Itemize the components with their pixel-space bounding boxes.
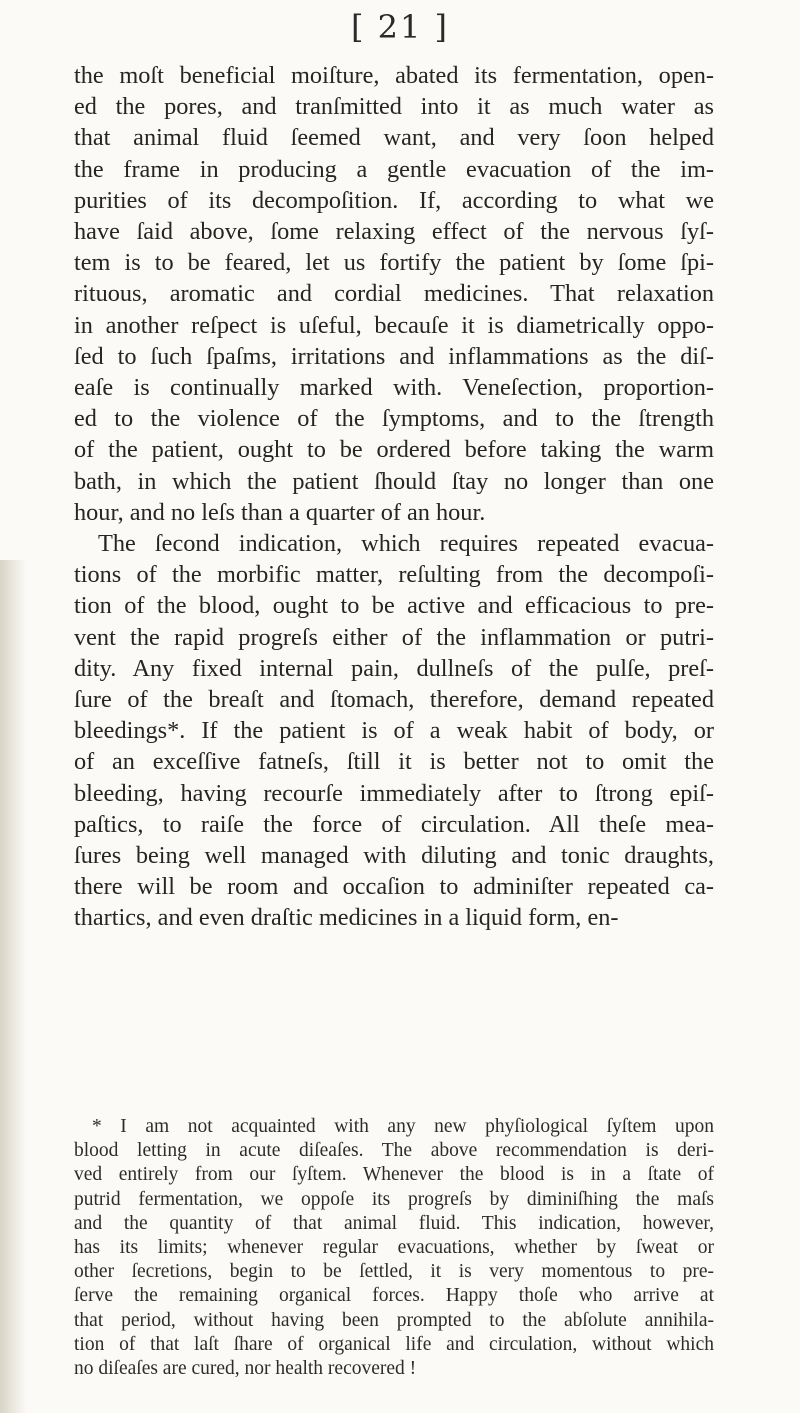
text-line: ed the pores, and tranſmitted into it as much water as	[74, 93, 714, 121]
footnote-line: that period, without having been prompted to the abſolute annihila-	[74, 1309, 714, 1331]
footnote-block	[74, 1115, 714, 1381]
text-line: that animal fluid ſeemed want, and very ſoon helped	[74, 124, 714, 152]
footnote-line: ſerve the remaining organical forces. Happy thoſe who arrive at	[74, 1285, 714, 1307]
footnote-line: has its limits; whenever regular evacuations, whether by ſweat or	[74, 1237, 714, 1259]
main-text-block	[74, 60, 714, 934]
footnote-line: and the quantity of that animal fluid. This indication, however,	[74, 1212, 714, 1234]
text-line: there will be room and occaſion to adminiſter repeated ca-	[74, 873, 714, 901]
text-line: tem is to be feared, let us fortify the patient by ſome ſpi-	[74, 249, 714, 277]
footnote-line: ved entirely from our ſyſtem. Whenever the blood is in a ſtate of	[74, 1164, 714, 1186]
text-line: ſures being well managed with diluting and tonic draughts,	[74, 842, 714, 870]
text-line: ſed to ſuch ſpaſms, irritations and inflammations as the diſ-	[74, 342, 714, 370]
text-line: in another reſpect is uſeful, becauſe it is diametrically oppo-	[74, 311, 714, 339]
text-line: thartics, and even draſtic medicines in a liquid form, en-	[74, 904, 619, 932]
text-line: eaſe is continually marked with. Veneſection, proportion-	[74, 374, 714, 402]
footnote-line: * I am not acquainted with any new phyſiological ſyſtem upon	[92, 1116, 714, 1137]
binding-shadow	[0, 560, 26, 1413]
text-line: purities of its decompoſition. If, according to what we	[74, 186, 714, 214]
text-line: ſure of the breaſt and ſtomach, therefore, demand repeated	[74, 686, 714, 714]
text-line: rituous, aromatic and cordial medicines. That relaxation	[74, 280, 714, 308]
text-line: have ſaid above, ſome relaxing effect of the nervous ſyſ-	[74, 218, 714, 246]
text-line: dity. Any fixed internal pain, dullneſs of the pulſe, preſ-	[74, 654, 714, 682]
text-line: hour, and no leſs than a quarter of an hour.	[74, 498, 486, 526]
text-line: bleeding, having recourſe immediately after to ſtrong epiſ-	[74, 779, 714, 807]
text-line: of the patient, ought to be ordered before taking the warm	[74, 436, 714, 464]
text-line: ed to the violence of the ſymptoms, and to the ſtrength	[74, 405, 714, 433]
text-line: bath, in which the patient ſhould ſtay no longer than one	[74, 467, 714, 495]
footnote-line: other ſecretions, begin to be ſettled, it is very momentous to pre-	[74, 1261, 714, 1283]
text-line: paſtics, to raiſe the force of circulation. All theſe mea-	[74, 810, 714, 838]
footnote-line: tion of that laſt ſhare of organical life and circulation, without which	[74, 1333, 714, 1355]
text-line: tion of the blood, ought to be active and efficacious to pre-	[74, 592, 714, 620]
footnote-line: no diſeaſes are cured, nor health recovered !	[74, 1358, 417, 1380]
text-line: The ſecond indication, which requires repeated evacua-	[98, 530, 714, 558]
footnote-line: blood letting in acute diſeaſes. The above recommendation is deri-	[74, 1140, 714, 1162]
page-number: [ 21 ]	[350, 8, 450, 46]
text-line: of an exceſſive fatneſs, ſtill it is better not to omit the	[74, 748, 714, 776]
text-line: the frame in producing a gentle evacuation of the im-	[74, 155, 714, 183]
footnote-line: putrid fermentation, we oppoſe its progreſs by diminiſhing the maſs	[74, 1188, 714, 1210]
text-line: vent the rapid progreſs either of the inflammation or putri-	[74, 623, 714, 651]
text-line: tions of the morbific matter, reſulting from the decompoſi-	[74, 561, 714, 589]
text-line: bleedings*. If the patient is of a weak habit of body, or	[74, 717, 714, 745]
text-line: the moſt beneficial moiſture, abated its fermentation, open-	[74, 62, 714, 89]
